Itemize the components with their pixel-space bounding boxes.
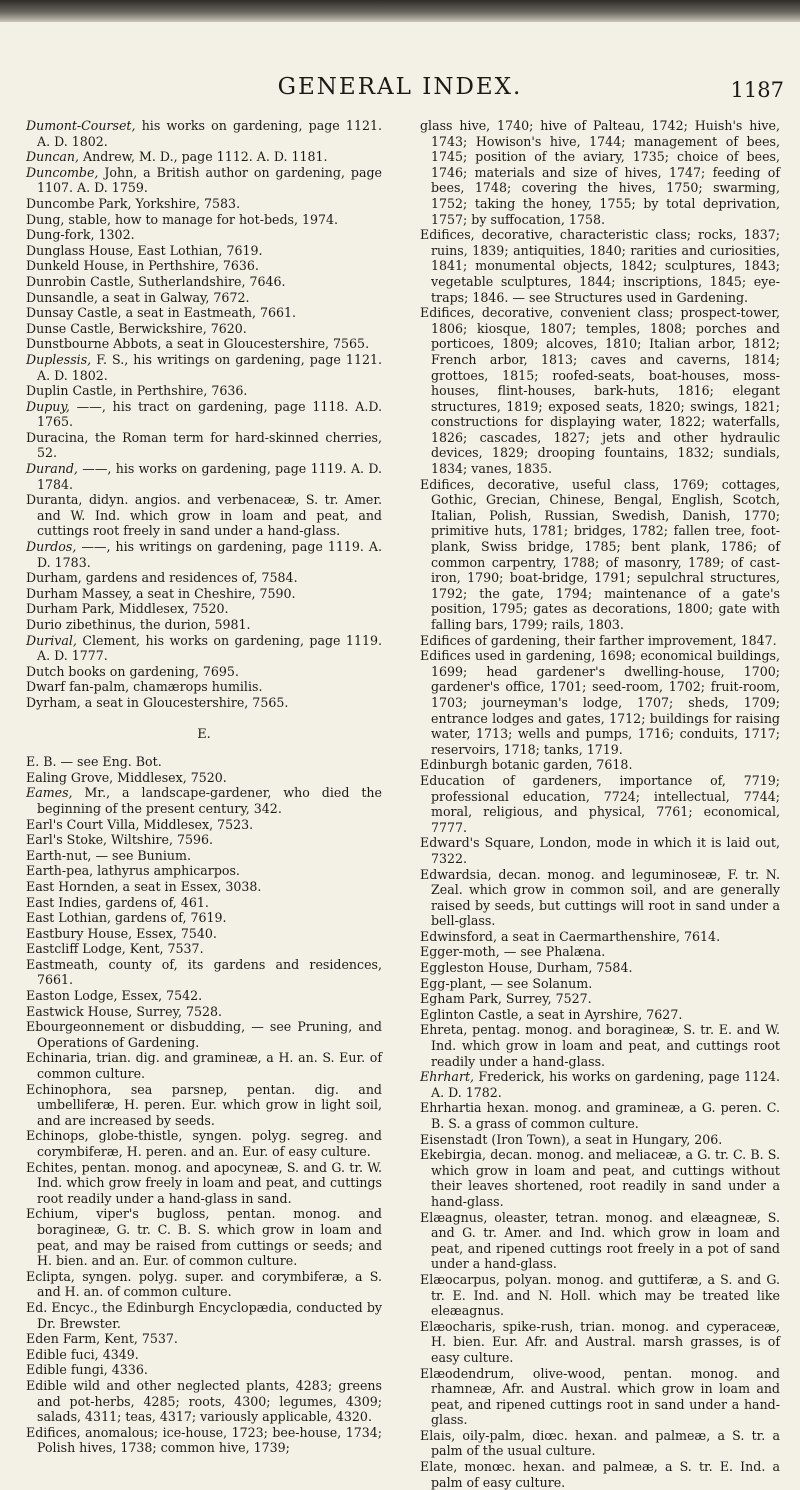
entry-text: Egham Park, Surrey, 7527. (420, 991, 592, 1007)
entry-text: Dung, stable, how to manage for hot-beds, 1974. (26, 211, 339, 227)
entry-text: Echinops, globe-thistle, syngen. polyg. segreg. and corymbiferæ, H. peren. and an. Eur. of easy culture. (26, 1128, 382, 1159)
entry-text: glass hive, 1740; hive of Palteau, 1742; Huish's hive, 1743; Howison's hive, 1744; management of bees, 1745; position of the aviary, 1735; choice of bees, 1746; materials and size of hives, 1747; feeding of bees, 1748; covering the hives, 1750; swarming, 1752; taking the honey, 1755; by total deprivation, 1757; by suffocation, 1758. (420, 118, 780, 227)
index-entry (26, 1050, 382, 1081)
index-entry (26, 149, 382, 165)
index-entry (420, 773, 780, 835)
index-entry (26, 212, 382, 228)
entry-text: Egger-moth, — see Phalæna. (420, 944, 606, 960)
entry-text: Eden Farm, Kent, 7537. (26, 1331, 178, 1347)
index-entry (420, 867, 780, 929)
entry-text: Earl's Stoke, Wiltshire, 7596. (26, 832, 214, 848)
index-entry (26, 957, 382, 988)
entry-text: Edifices, anomalous; ice-house, 1723; bee-house, 1734; Polish hives, 1738; common hive, 1739; (26, 1424, 382, 1456)
entry-text: ——, his works on gardening, page 1119. A. D. 1784. (37, 461, 382, 492)
index-entry (26, 926, 382, 942)
entry-text: Eclipta, syngen. polyg. super. and corymbiferæ, a S. and H. an. of common culture. (26, 1268, 382, 1300)
entry-text: Eastwick House, Surrey, 7528. (26, 1003, 223, 1019)
entry-headword: Ehrhart, (420, 1069, 475, 1085)
index-entry (26, 165, 382, 196)
index-entry (26, 399, 382, 430)
index-entry (26, 258, 382, 274)
page-header (0, 74, 800, 114)
index-entry (26, 1004, 382, 1020)
index-entry (26, 817, 382, 833)
entry-text: Egg-plant, — see Solanum. (420, 975, 593, 991)
entry-text: Earth-pea, lathyrus amphicarpos. (26, 863, 240, 879)
index-entry (26, 679, 382, 695)
entry-headword: Dumont-Courset, (26, 118, 136, 133)
entry-headword: Duncan, (26, 149, 79, 165)
entry-text: Frederick, his works on gardening, page 1124. A. D. 1782. (431, 1069, 780, 1100)
index-entry (26, 1128, 382, 1159)
index-entry (420, 960, 780, 976)
entry-text: Edifices, decorative, characteristic class; rocks, 1837; ruins, 1839; antiquities, 1840; rarities and curiosities, 1841; monumental objects, 1842; sculptures, 1843; vegetable sculptures, 1844; inscriptions, 1845; eye-traps; 1846. — see Structures used in Gardening. (420, 227, 780, 305)
entry-text: Mr., a landscape-gardener, who died the beginning of the present century, 342. (37, 785, 382, 816)
index-entries-e (26, 754, 382, 1456)
entry-text: Dutch books on gardening, 7695. (26, 663, 239, 679)
entry-text: Duplin Castle, in Perthshire, 7636. (26, 383, 248, 399)
index-entry (420, 757, 780, 773)
index-entry (26, 321, 382, 337)
index-entry (420, 835, 780, 866)
entry-text: East Lothian, gardens of, 7619. (26, 910, 227, 926)
left-column (26, 118, 382, 1456)
section-letter: E. (197, 726, 211, 742)
index-entry (26, 336, 382, 352)
entry-text: Edwinsford, a seat in Caermarthenshire, 7614. (420, 928, 721, 944)
entry-text: Echites, pentan. monog. and apocyneæ, S. and G. tr. W. Ind. which grow freely in loam and peat, and cuttings root readily under a hand-glass in sand. (26, 1159, 382, 1206)
index-entry (26, 570, 382, 586)
index-entry (26, 243, 382, 259)
entry-text: Eastcliff Lodge, Kent, 7537. (26, 941, 204, 957)
index-entry (26, 910, 382, 926)
index-entries-d (26, 118, 382, 711)
index-entry (26, 1425, 382, 1456)
index-entry (420, 227, 780, 305)
entry-text: E. B. — see Eng. Bot. (26, 754, 162, 770)
entry-text: Elæodendrum, olive-wood, pentan. monog. and rhamneæ, Afr. and Austral. which grow in loam and peat, and ripened cuttings root in sand under a hand-glass. (420, 1365, 780, 1428)
index-entries-e-continued (420, 118, 780, 1490)
entry-text: Andrew, M. D., page 1112. A. D. 1181. (79, 149, 328, 165)
entry-text: Dunsay Castle, a seat in Eastmeath, 7661. (26, 305, 297, 321)
entry-text: Easton Lodge, Essex, 7542. (26, 988, 203, 1004)
entry-text: Elate, monœc. hexan. and palmeæ, a S. tr. E. Ind. a palm of easy culture. (420, 1459, 780, 1490)
entry-text: Durio zibethinus, the durion, 5981. (26, 617, 251, 632)
entry-text: Edinburgh botanic garden, 7618. (420, 757, 633, 773)
index-entry (420, 1100, 780, 1131)
index-entry (26, 617, 382, 633)
entry-text: Earl's Court Villa, Middlesex, 7523. (26, 816, 254, 832)
index-entry (26, 863, 382, 879)
index-entry (420, 305, 780, 477)
index-entry (26, 1269, 382, 1300)
entry-headword: Eames, (26, 785, 73, 801)
entry-text: Elæagnus, oleaster, tetran. monog. and elæagneæ, S. and G. tr. Amer. and Ind. which grow in loam and peat, and ripened cuttings root freely in a pot of sand under a hand-glass. (420, 1209, 780, 1272)
entry-text: Dung-fork, 1302. (26, 227, 135, 243)
index-entry (26, 770, 382, 786)
page-number: 1187 (730, 78, 784, 102)
entry-text: Eastbury House, Essex, 7540. (26, 925, 217, 941)
index-entry (26, 1019, 382, 1050)
running-title: GENERAL INDEX. (277, 74, 523, 100)
entry-text: Education of gardeners, importance of, 7719; professional education, 7724; intellectual, 7744; moral, religious, and physical, 7761; economical, 7777. (420, 772, 780, 835)
index-entry (26, 848, 382, 864)
entry-text: Ebourgeonnement or disbudding, — see Pruning, and Operations of Gardening. (26, 1019, 382, 1050)
index-entry (26, 1347, 382, 1363)
index-entry (26, 879, 382, 895)
entry-headword: Durand, (26, 461, 78, 477)
index-entry (420, 1366, 780, 1428)
entry-text: Duracina, the Roman term for hard-skinned cherries, 52. (26, 429, 382, 461)
entry-text: Elæocarpus, polyan. monog. and guttiferæ, a S. and G. tr. E. Ind. and N. Holl. which may be treated like eleæagnus. (420, 1271, 780, 1319)
entry-text: John, a British author on gardening, page 1107. A. D. 1759. (37, 164, 382, 196)
index-entry (420, 929, 780, 945)
index-entry (420, 1459, 780, 1490)
entry-text: Edifices used in gardening, 1698; economical buildings, 1699; head gardener's dwelling-house, 1700; gardener's office, 1701; seed-room, 1702; fruit-room, 1703; journeyman's lodge, 1707; sheds, 1709; entrance lodges and gates, 1712; buildings for raising water, 1713; wells and pumps, 1716; conduits, 1717; reservoirs, 1718; tanks, 1719. (420, 648, 780, 757)
entry-text: his works on gardening, page 1121. A. D. 1802. (37, 118, 382, 149)
index-entry (26, 754, 382, 770)
entry-text: Elais, oily-palm, diœc. hexan. and palmeæ, a S. tr. a palm of the usual culture. (420, 1427, 780, 1459)
index-entry (420, 976, 780, 992)
entry-headword: Duncombe, (26, 164, 99, 180)
entry-text: Ed. Encyc., the Edinburgh Encyclopædia, conducted by Dr. Brewster. (26, 1299, 382, 1331)
entry-text: Durham Massey, a seat in Cheshire, 7590. (26, 585, 296, 601)
index-entry (26, 492, 382, 539)
index-entry (26, 601, 382, 617)
index-entry (420, 1210, 780, 1272)
entry-text: Clement, his works on gardening, page 1119. A. D. 1777. (37, 632, 382, 664)
entry-text: Dwarf fan-palm, chamærops humilis. (26, 679, 263, 695)
entry-headword: Dupuy, (26, 398, 70, 414)
index-entry (26, 1300, 382, 1331)
index-entry (26, 461, 382, 492)
entry-text: Echinaria, trian. dig. and gramineæ, a H. an. S. Eur. of common culture. (26, 1050, 382, 1082)
index-entry (26, 352, 382, 383)
index-entry (420, 1132, 780, 1148)
entry-text: Edifices, decorative, convenient class; prospect-tower, 1806; kiosque, 1807; temples, 1808; porches and porticoes, 1809; alcoves, 1810; Italian arbor, 1812; French arbor, 1813; caves and caverns, 1814; grottoes, 1815; roofed-seats, boat-houses, moss-houses, flint-houses, bark-huts, 1816; elegant structures, 1819; exposed seats, 1820; swings, 1821; constructions for displaying water, 1822; waterfalls, 1826; cascades, 1827; jets and other hydraulic devices, 1829; drooping fountains, 1832; sundials, 1834; vanes, 1835. (420, 305, 780, 477)
entry-text: Eglinton Castle, a seat in Ayrshire, 7627. (420, 1006, 683, 1022)
entry-text: Edwardsia, decan. monog. and leguminoseæ, F. tr. N. Zeal. which grow in common soil, and are generally raised by seeds, but cuttings will root in sand under a bell-glass. (420, 866, 780, 929)
right-column (420, 118, 780, 1490)
entry-text: Dunrobin Castle, Sutherlandshire, 7646. (26, 273, 286, 289)
entry-text: Dunsandle, a seat in Galway, 7672. (26, 289, 250, 305)
entry-text: Dunkeld House, in Perthshire, 7636. (26, 258, 259, 274)
index-entry (420, 477, 780, 633)
entry-text: Elæocharis, spike-rush, trian. monog. and cyperaceæ, H. bien. Eur. Afr. and Austral. marsh grasses, is of easy culture. (420, 1318, 780, 1365)
entry-text: Durham, gardens and residences of, 7584. (26, 570, 298, 586)
index-entry (26, 988, 382, 1004)
index-entry (26, 196, 382, 212)
entry-text: Dunstbourne Abbots, a seat in Gloucestershire, 7565. (26, 336, 370, 352)
index-entry (26, 1378, 382, 1425)
index-entry (26, 1082, 382, 1129)
entry-text: Edible fungi, 4336. (26, 1362, 148, 1378)
index-entry (26, 430, 382, 461)
entry-text: Echium, viper's bugloss, pentan. monog. and boragineæ, G. tr. C. B. S. which grow in loam and peat, and may be raised from cuttings or seeds; and H. bien. and an. Eur. of common culture. (26, 1206, 382, 1269)
index-entry (26, 633, 382, 664)
entry-headword: Durival, (26, 632, 77, 648)
entry-text: ——, his writings on gardening, page 1119. A. D. 1783. (37, 539, 382, 570)
index-entry (26, 290, 382, 306)
index-entry (26, 118, 382, 149)
entry-headword: Duplessis, (26, 351, 92, 367)
entry-text: Eastmeath, county of, its gardens and residences, 7661. (26, 956, 382, 988)
index-entry (420, 991, 780, 1007)
entry-text: Edifices of gardening, their farther improvement, 1847. (420, 632, 777, 648)
index-entry (26, 383, 382, 399)
entry-text: F. S., his writings on gardening, page 1121. A. D. 1802. (37, 351, 382, 383)
entry-text: Eisenstadt (Iron Town), a seat in Hungary, 206. (420, 1131, 723, 1147)
entry-text: Edible fuci, 4349. (26, 1346, 139, 1362)
index-entry (26, 1160, 382, 1207)
index-entry (420, 1007, 780, 1023)
index-entry (26, 227, 382, 243)
entry-text: ——, his tract on gardening, page 1118. A.D. 1765. (37, 398, 382, 430)
index-entry (26, 539, 382, 570)
entry-text: East Indies, gardens of, 461. (26, 894, 209, 910)
index-entry (420, 1319, 780, 1366)
entry-text: Ehrhartia hexan. monog. and gramineæ, a G. peren. C. B. S. a grass of common culture. (420, 1100, 780, 1131)
index-entry (26, 305, 382, 321)
index-entry (420, 1147, 780, 1209)
index-entry (420, 648, 780, 757)
entry-text: East Hornden, a seat in Essex, 3038. (26, 878, 262, 894)
index-entry (26, 274, 382, 290)
entry-text: Dunglass House, East Lothian, 7619. (26, 242, 263, 258)
index-entry (420, 1069, 780, 1100)
index-entry (26, 586, 382, 602)
index-entry (26, 785, 382, 816)
entry-text: Earth-nut, — see Bunium. (26, 847, 191, 863)
entry-headword: Durdos, (26, 539, 77, 555)
index-entry (420, 1022, 780, 1069)
entry-text: Dunse Castle, Berwickshire, 7620. (26, 320, 247, 336)
index-entry (420, 1428, 780, 1459)
index-entry (26, 1362, 382, 1378)
index-entry (420, 633, 780, 649)
entry-text: Edible wild and other neglected plants, 4283; greens and pot-herbs, 4285; roots, 4300; legumes, 4309; salads, 4311; teas, 4317; variously applicable, 4320. (26, 1377, 382, 1425)
entry-text: Echinophora, sea parsnep, pentan. dig. and umbelliferæ, H. peren. Eur. which grow in light soil, and are increased by seeds. (26, 1081, 382, 1128)
index-entry (420, 944, 780, 960)
entry-text: Duncombe Park, Yorkshire, 7583. (26, 195, 241, 211)
entry-text: Ealing Grove, Middlesex, 7520. (26, 769, 227, 785)
entry-text: Durham Park, Middlesex, 7520. (26, 601, 229, 617)
index-entry (420, 1272, 780, 1319)
entry-text: Ekebirgia, decan. monog. and meliaceæ, a G. tr. C. B. S. which grow in loam and peat, and cuttings without their leaves shortened, root readily in sand under a hand-glass. (420, 1147, 780, 1209)
entry-text: Eggleston House, Durham, 7584. (420, 960, 633, 976)
index-entry (26, 695, 382, 711)
index-entry (26, 664, 382, 680)
index-entry (26, 941, 382, 957)
page-top-shadow (0, 0, 800, 22)
index-entry (26, 832, 382, 848)
entry-text: Edward's Square, London, mode in which it is laid out, 7322. (420, 835, 780, 866)
index-entry (26, 1206, 382, 1268)
entry-text: Ehreta, pentag. monog. and boragineæ, S. tr. E. and W. Ind. which grow in loam and peat, and cuttings root readily under a hand-glass. (420, 1022, 780, 1069)
entry-text: Edifices, decorative, useful class, 1769; cottages, Gothic, Grecian, Chinese, Bengal, English, Scotch, Italian, Polish, Russian, Swedish, Danish, 1770; primitive huts, 1781; bridges, 1782; fallen tree, foot-plank, Swiss bridge, 1785; bent plank, 1786; of common carpentry, 1788; of masonry, 1789; of cast-iron, 1790; boat-bridge, 1791; sepulchral structures, 1792; the gate, 1794; maintenance of a gate's position, 1795; gates as decorations, 1800; gate with falling bars, 1799; rails, 1803. (420, 476, 780, 632)
entry-text: Duranta, didyn. angios. and verbenaceæ, S. tr. Amer. and W. Ind. which grow in loam and peat, and cuttings root freely in sand under a hand-glass. (26, 492, 382, 539)
index-entry (420, 118, 780, 227)
entry-text: Dyrham, a seat in Gloucestershire, 7565. (26, 694, 289, 710)
index-entry (26, 895, 382, 911)
index-entry (26, 1331, 382, 1347)
